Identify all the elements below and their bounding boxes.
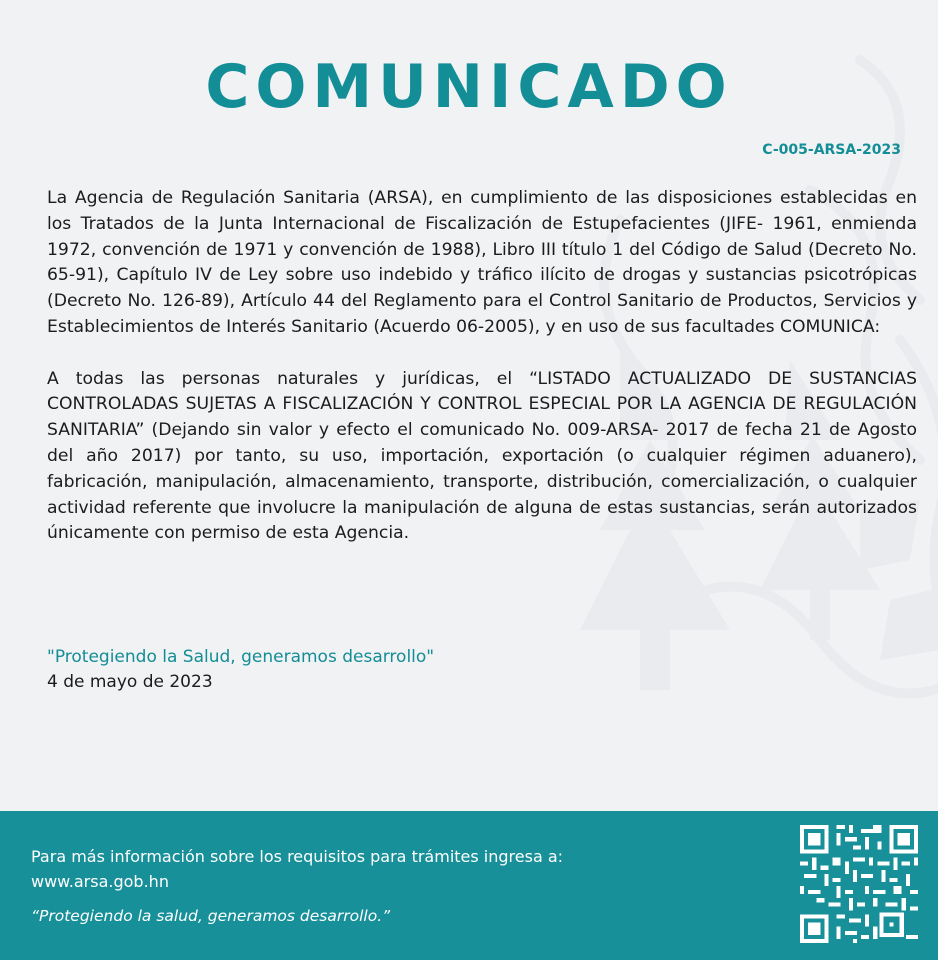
issue-date: 4 de mayo de 2023 bbox=[47, 672, 213, 692]
paragraph-legal-basis: La Agencia de Regulación Sanitaria (ARSA), en cumplimiento de las disposiciones establecidas en los Tratados de la Junta Internacional de Fiscalización de Estupefacientes (JIFE- 1961, enmienda 1972, convención de 1971 y convención de 1988), Libro III título 1 del Código de Salud (Decreto No. 65-91), Capítulo IV de Ley sobre uso indebido y tráfico ilícito de drogas y sustancias psicotrópicas (Decreto No. 126-89), Artículo 44 del Reglamento para el Control Sanitario de Productos, Servicios y Establecimientos de Interés Sanitario (Acuerdo 06-2005), y en uso de sus facultades COMUNICA: bbox=[47, 188, 917, 337]
footer-info-text: Para más información sobre los requisitos para trámites ingresa a: bbox=[31, 847, 564, 866]
communique-body bbox=[47, 186, 917, 547]
footer-slogan: “Protegiendo la salud, generamos desarrollo.” bbox=[31, 907, 391, 925]
body-slogan: "Protegiendo la Salud, generamos desarrollo" bbox=[47, 647, 435, 667]
paragraph-announcement: A todas las personas naturales y jurídicas, el “LISTADO ACTUALIZADO DE SUSTANCIAS CONTROLADAS SUJETAS A FISCALIZACIÓN Y CONTROL ESPECIAL POR LA AGENCIA DE REGULACIÓN SANITARIA” (Dejando sin valor y efecto el comunicado No. 009-ARSA- 2017 de fecha 21 de Agosto del año 2017) por tanto, su uso, importación, exportación (o cualquier régimen aduanero), fabricación, manipulación, almacenamiento, transporte, distribución, comercialización, o cualquier actividad referente que involucre la manipulación de alguna de estas sustancias, serán autorizados únicamente con permiso de esta Agencia. bbox=[47, 368, 917, 544]
footer-banner bbox=[0, 811, 938, 960]
footer-website-link[interactable]: www.arsa.gob.hn bbox=[31, 872, 169, 891]
page-title: COMUNICADO bbox=[205, 52, 733, 122]
reference-code: C-005-ARSA-2023 bbox=[762, 142, 901, 158]
qr-code-icon[interactable] bbox=[800, 825, 918, 943]
